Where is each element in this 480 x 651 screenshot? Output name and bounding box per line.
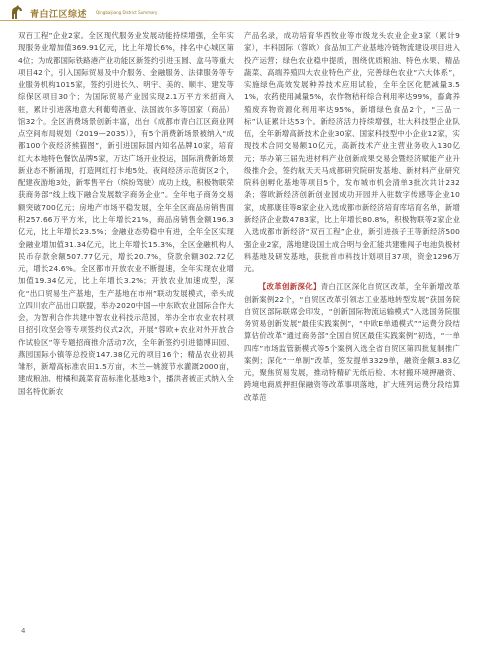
- left-column: [18, 30, 234, 398]
- page-number: 4: [21, 627, 26, 635]
- reform-section-tag: 【改革创新深化】: [258, 282, 321, 292]
- right-paragraph-1: 产品名录，成功培育华西牧业等市级龙头农业企业3家（累计9家），丰科国际（蓉欧）食品加工产业基地冷链物流建设项目进入投产运营；绿色农业稳中提质，围绕优质粮油、特色水果、精品蔬菜、高端养殖四大农业特色产业，完善绿色农业“六大体系”，实施绿色高效发展种养技术应用试验，全年全区化肥减量3.51%，农药使用减量5%，农作物秸秆综合利用率达99%，畜禽养殖废弃物资源化利用率达95%，新增绿色食品2个，“三品一标”认证累计达53个。新经济活力持续增强，壮大科技型企业队伍，全年新增高新技术企业30家、国家科技型中小企业12家，实现技术合同交易额10亿元，高新技术产业主营业务收入130亿元；举办第三届先进材料产业创新成果交易会暨经济赋能产业升级推介会，签约航天天马成都研究院研发基地、新材料产业研究院科创孵化基地等项目5个，发布城市机会清单3批次共计232条；蓉欧新经济创新创业园成功开园并入驻数字传感等企业10家，成都康佳等8家企业入选成都市新经济培育库培育名单，新增新经济企业数4783家，比上年增长80.8%，积极物联等2家企业入选成都市新经济“双百工程”企业，新引进孩子王等新经济500强企业2家，落地建设国土成合明与金汇能共建雅闯子电池负极材料基地及研发基地，获批首市科技计划项目37项，资金1296万元。: [244, 31, 460, 274]
- page-header: [0, 0, 480, 28]
- right-paragraph-2: 青白江区深化自贸区改革，全年新增改革创新案例22个，“自贸区改革引领志工业基地转型发展”获国务院自贸区部际联席会印发，“创新国际物流运输模式”入选国务院服务贸易创新发展“最佳实践案例”，“中欧E单通模式”“运费分段结算估价改革”通过商务部“全国自贸区最佳实践案例”初选，“一单四库”市场监管新模式等5个案例入选全省自贸区第四批复制推广案例；深化“一单制”改革，签发提单3329单，融资金额3.83亿元，聚焦贸易发展，推动特精矿无纸后检、木材搬环境押融资、跨境电商质押担保融资等改革事项落地，扩大班列运费分段结算改革范: [244, 282, 461, 402]
- right-column: [244, 30, 460, 404]
- header-subtitle: Qingbaijiang District Summary: [96, 10, 158, 15]
- reform-section: [244, 281, 460, 404]
- left-paragraph: 双百工程”企业2家。全区现代服务业发展动能持续增强，全年实现服务业增加值369.91亿元，比上年增长6%，排名中心城区第4位；为成都国际铁路港产业功能区新签约引进玉圆、盒马等重大项目42个，引入国际贸易及中介服务、金融服务、法律服务等专业服务机构1015家，签约引进长久、明宇、美的、顺丰、建发等综保区项目30个；为国际贸易产业园实现2.1万平方米招商入驻，累计引进落地意大利葡萄酒业、法国波尔多等国家（商品）馆32个。全区消费场景创新丰富，出台《成都市青白江区商业网点空间布局规划（2019—2035）》，有5个消费新场景被纳入“成都100个夜经济熊猫图”，新引进国际国内知名品牌10家，培育红大本地特色餐饮品牌5家，万达广场开业投运，国际消费新场景新业态不断涌现，打造网红打卡地5处、夜间经济示范街区2个，配建夜游地3处，新零售平台（缤纷驾驶）成功上线，积极物联荣获商务部“线上线下融合发展数字商务企业”。全年电子商务交易额突破700亿元；房地产市场平稳发展，全年全区商品房销售面积257.66万平方米，比上年增长21%，商品房销售金额196.3亿元，比上年增长23.5%；金融业态势稳中有进，全年全区实现金融业增加值31.34亿元，比上年增长15.3%，全区金融机构人民币存款余额507.77亿元，增长20.7%，贷款余额302.72亿元，增长24.6%。全区都市开放农业不断提速，全年实现农业增加值19.34亿元，比上年增长3.2%；开放农业加速成型，深化“出口贸易生产基地，生产基地在市州”联动发展模式，牵头成立四川农产品出口联盟，举办2020中国—中东欧农业国际合作大会，为智利合作共建中智农业科技示范园，举办全市农业农村项目招引攻坚会等专项签约仪式2次，开展“蓉欧+农业对外开放合作试验区”等专题招商推介活动7次，全年新签约引进德博田园、燕园国际小镇等总投资147.38亿元的项目16个；精品农业初具雏形，新增高标准农田1.5万亩，木兰—姚渡节水灌溉2000亩，建成粮油、柑橘和蔬菜育苗标准化基地3个，播洪者被正式纳入全国名特优新农: [18, 31, 234, 396]
- horse-logo-icon: [9, 4, 25, 21]
- header-title: 青白江区综述: [30, 10, 88, 20]
- header-rule: [0, 20, 480, 21]
